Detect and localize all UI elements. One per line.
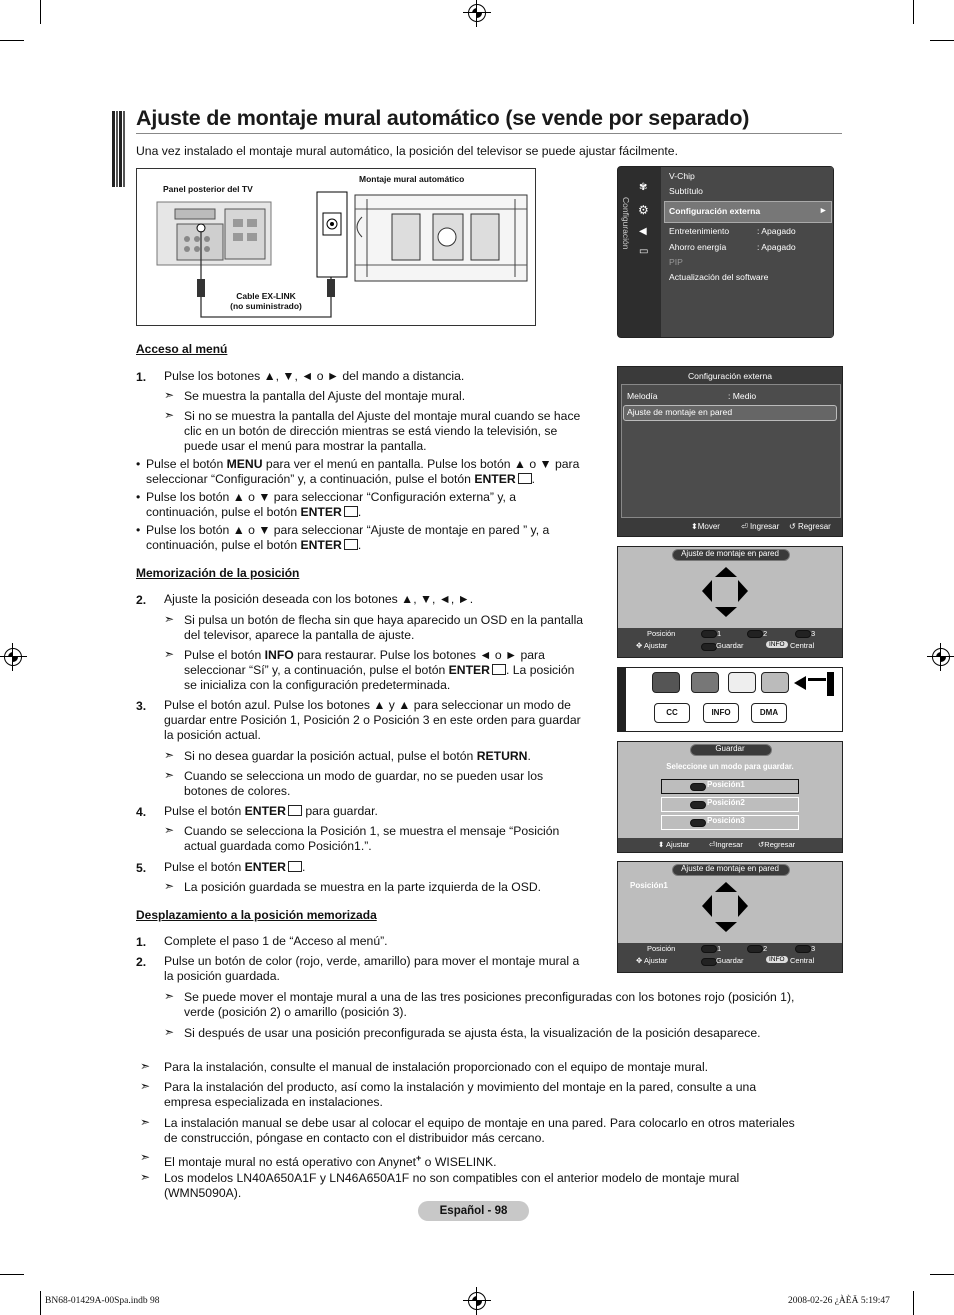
arrow-right-icon[interactable] — [738, 580, 748, 602]
updown-icon: ⬍ — [658, 840, 665, 849]
arrow-up-icon[interactable] — [715, 882, 737, 892]
crop-mark — [913, 1291, 914, 1315]
return-icon: ↺ — [789, 522, 798, 531]
red-button-icon — [701, 945, 717, 953]
step-number: 2. — [136, 593, 147, 607]
osd2-melodia-label[interactable]: Melodía — [627, 391, 658, 401]
text: para ver el menú en pantalla. Pulse los botón ▲ o ▼ para — [262, 457, 580, 471]
note-arrow-icon: ➣ — [140, 1150, 151, 1164]
note-arrow-icon: ➣ — [140, 1115, 151, 1129]
osd-wall-mount-position — [617, 861, 843, 973]
osd-side-label: Configuración — [621, 197, 631, 250]
yellow-button-icon — [795, 945, 811, 953]
step-number: 2. — [136, 955, 147, 969]
text: Si pulsa un botón de flecha sin que haya aparecido un OSD en la pantalla — [184, 613, 584, 627]
registration-mark-icon — [468, 4, 486, 22]
title-bar-decoration — [112, 111, 126, 187]
arrow-left-icon[interactable] — [702, 895, 712, 917]
osd4-regresar — [758, 840, 795, 849]
blue-button-icon — [701, 958, 717, 966]
osd3-posicion-label: Posición — [647, 629, 676, 638]
pointer-arrow-icon — [794, 676, 806, 690]
green-button-icon — [690, 801, 706, 809]
title-rule — [136, 133, 842, 134]
memo-note-3a — [184, 749, 531, 764]
section-heading-desplazamiento: Desplazamiento a la posición memorizada — [136, 908, 377, 922]
arrow-right-icon[interactable] — [738, 895, 748, 917]
enter-icon: ⏎ — [709, 840, 716, 849]
osd5-header: Ajuste de montaje en pared — [681, 864, 779, 873]
osd4-regresar-label: Regresar — [764, 840, 796, 849]
menu-keyword: MENU — [226, 457, 263, 471]
crop-mark — [40, 1291, 41, 1315]
picture-icon: ✾ — [639, 182, 648, 193]
mount-label: Montaje mural automático — [359, 174, 465, 184]
general-note-2 — [164, 1080, 756, 1110]
text: seleccionar “Sí” y, a continuación, pulse el botón — [184, 663, 449, 677]
text: guardar entre Posición 1, Posición 2 o Posición 3 en este orden para guardar — [164, 713, 581, 727]
enter-icon — [344, 539, 358, 550]
arrow-down-icon[interactable] — [715, 922, 737, 932]
note-arrow-icon: ➣ — [164, 748, 175, 762]
enter-keyword: ENTER — [244, 804, 286, 818]
note-arrow-icon: ➣ — [164, 388, 175, 402]
osd2-ajuste-label[interactable]: Ajuste de montaje en pared — [627, 407, 733, 417]
crop-mark — [0, 1274, 24, 1275]
text: la posición guardada. — [164, 969, 280, 983]
text: de construcción, póngase en contacto con el distribuidor más cercano. — [164, 1131, 545, 1145]
osd2-move-label: Mover — [697, 522, 720, 531]
acceso-note-b-line2: clic en un botón de dirección mientras se está viendo la televisión, se — [184, 424, 558, 438]
page-title: Ajuste de montaje mural automático (se vende por separado) — [136, 106, 750, 130]
plus-superscript: + — [416, 1153, 422, 1163]
note-arrow-icon: ➣ — [164, 989, 175, 1003]
text: Pulse el botón — [146, 457, 227, 471]
enter-icon: ⏎ — [741, 522, 750, 531]
osd2-enter-label: Ingresar — [749, 522, 780, 531]
note-arrow-icon: ➣ — [164, 408, 175, 422]
text: seleccionar “Configuración” y, a continuación, pulse el botón — [146, 472, 475, 486]
text: del televisor, aparece la pantalla de ajuste. — [184, 628, 415, 642]
yellow-button-icon — [795, 630, 811, 638]
enter-icon — [344, 506, 358, 517]
text: Pulse el botón — [184, 648, 265, 662]
osd4-opt2-label: Posición2 — [707, 798, 745, 807]
text: Pulse el botón — [164, 860, 245, 874]
osd5-posicion-label: Posición — [647, 944, 676, 953]
osd3-guardar[interactable]: Guardar — [716, 641, 744, 650]
text: para guardar. — [301, 804, 378, 818]
osd5-central[interactable]: Central — [790, 956, 815, 965]
note-arrow-icon: ➣ — [164, 768, 175, 782]
updown-icon: ⬍ — [691, 522, 698, 531]
osd-item-pip: PIP — [669, 257, 683, 267]
info-button-icon: INFO — [766, 641, 788, 648]
text: continuación, pulse el botón — [146, 538, 301, 552]
osd4-ingresar — [709, 840, 743, 849]
osd-save — [617, 741, 843, 853]
connection-diagram — [136, 168, 536, 326]
text: Cuando se selecciona un modo de guardar, no se pueden usar los — [184, 769, 544, 783]
memo-step3 — [164, 698, 581, 743]
memo-step4 — [164, 804, 378, 819]
crop-mark — [40, 0, 41, 24]
memo-note-2a — [184, 613, 583, 643]
osd3-pos3[interactable]: 3 — [811, 629, 816, 638]
text: Pulse un botón de color (rojo, verde, amarillo) para mover el montaje mural a — [164, 954, 580, 968]
osd-item-ahorro[interactable]: Ahorro energía — [669, 242, 727, 252]
panel-label: Panel posterior del TV — [163, 184, 253, 194]
text: Cuando se selecciona la Posición 1, se muestra el mensaje “Posición — [184, 824, 560, 838]
osd4-opt3-label: Posición3 — [707, 816, 745, 825]
info-button[interactable]: INFO — [703, 703, 739, 723]
osd4-prompt: Seleccione un modo para guardar. — [666, 762, 794, 771]
memo-step2: Ajuste la posición deseada con los botones ▲, ▼, ◄, ►. — [164, 592, 474, 606]
osd5-pos3[interactable]: 3 — [811, 944, 816, 953]
acceso-note-a: Se muestra la pantalla del Ajuste del montaje mural. — [184, 389, 466, 403]
osd2-footer-move — [691, 522, 720, 531]
osd3-ajustar — [636, 641, 667, 650]
intro-text: Una vez instalado el montaje mural automático, la posición del televisor se puede ajustar fácilmente. — [136, 144, 678, 158]
info-keyword: INFO — [264, 648, 294, 662]
section-heading-acceso: Acceso al menú — [136, 342, 228, 356]
text: Para la instalación del producto, así como la instalación y movimiento del montaje en la pared, consulte a una — [164, 1080, 757, 1094]
registration-mark-icon — [932, 648, 950, 666]
move-icon: ✥ — [636, 956, 643, 965]
text: El montaje mural no está operativo con Anynet — [164, 1155, 417, 1170]
input-icon: ▭ — [639, 246, 649, 257]
general-note-1: Para la instalación, consulte el manual de instalación proporcionado con el equipo de montaje mural. — [164, 1060, 709, 1074]
move-icon: ✥ — [636, 641, 643, 650]
despl-step1: Complete el paso 1 de “Acceso al menú”. — [164, 934, 388, 948]
general-note-5 — [164, 1171, 739, 1201]
acceso-bullet-3: Pulse los botón ▲ o ▼ para seleccionar “Ajuste de montaje en pared ” y, a continuación, pulse el botón ENTER . — [146, 523, 550, 552]
osd5-pos1[interactable]: 1 — [717, 944, 722, 953]
red-button-icon — [690, 783, 706, 791]
crop-mark — [930, 1274, 954, 1275]
yellow-button-icon — [690, 819, 706, 827]
text: Pulse el botón azul. Pulse los botones ▲ y ▲ para seleccionar un modo de — [164, 698, 571, 712]
step-number: 5. — [136, 861, 147, 875]
enter-icon — [492, 664, 506, 675]
osd4-ingresar-label: Ingresar — [715, 840, 743, 849]
osd5-current-position: Posición1 — [630, 881, 668, 890]
acceso-bullet-1: Pulse el botón MENU para ver el menú en pantalla. Pulse los botón ▲ o ▼ para seleccionar “Configuración” y, a continuación, pulse el botón ENTER . — [146, 457, 580, 486]
gear-icon: ⚙ — [638, 203, 649, 217]
acceso-note-b-line1: Si no se muestra la pantalla del Ajuste del montaje mural cuando se hace — [184, 409, 581, 423]
osd4-ajustar — [658, 840, 689, 849]
enter-icon — [288, 805, 302, 816]
step-number: 3. — [136, 699, 147, 713]
osd3-pos2[interactable]: 2 — [763, 629, 768, 638]
osd2-melodia-value: : Medio — [728, 391, 757, 401]
arrow-left-icon[interactable] — [702, 580, 712, 602]
osd-item-configuracion-externa[interactable]: Configuración externa — [669, 206, 761, 216]
registration-mark-icon — [468, 1292, 486, 1310]
acceso-bullet-2: Pulse los botón ▲ o ▼ para seleccionar “Configuración externa” y, a continuación, pulse el botón ENTER . — [146, 490, 517, 519]
blue-button-icon — [701, 643, 717, 651]
step-number: 1. — [136, 370, 147, 384]
arrow-up-icon[interactable] — [715, 567, 737, 577]
text: Los modelos LN40A650A1F y LN46A650A1F no son compatibles con el anterior modelo de montaje mural — [164, 1171, 740, 1185]
osd2-footer-enter — [741, 522, 779, 531]
osd2-header: Configuración externa — [687, 371, 773, 381]
green-button-icon — [747, 945, 763, 953]
bullet: • — [136, 523, 141, 537]
osd5-ajustar-label: Ajustar — [643, 956, 668, 965]
step-number: 1. — [136, 935, 147, 949]
text: o WISELINK. — [421, 1155, 497, 1170]
note-arrow-icon: ➣ — [164, 1025, 175, 1039]
text: actual guardada como Posición1.”. — [184, 839, 372, 853]
return-icon: ↺ — [758, 840, 765, 849]
bullet: • — [136, 490, 141, 504]
osd-item-actualizacion[interactable]: Actualización del software — [669, 272, 769, 282]
osd-value-entretenimiento: : Apagado — [757, 226, 796, 236]
osd4-ajustar-label: Ajustar — [665, 840, 690, 849]
osd4-header: Guardar — [715, 744, 745, 753]
sound-icon: ◀ — [639, 226, 647, 237]
note-arrow-icon: ➣ — [164, 879, 175, 893]
text: Se puede mover el montaje mural a una de las tres posiciones preconfiguradas con los botones rojo (posición 1), — [184, 990, 795, 1004]
bullet: • — [136, 457, 141, 471]
osd-item-vchip[interactable]: V-Chip — [669, 171, 695, 181]
enter-keyword: ENTER — [474, 472, 516, 486]
text: Pulse el botón — [164, 804, 245, 818]
text: botones de colores. — [184, 784, 291, 798]
acceso-note-b-line3: puede usar el menú para mostrar la pantalla. — [184, 439, 427, 453]
enter-keyword: ENTER — [244, 860, 286, 874]
print-meta-left: BN68-01429A-00Spa.indb 98 — [45, 1296, 160, 1306]
osd-item-entretenimiento[interactable]: Entretenimiento — [669, 226, 730, 236]
text: Pulse los botón ▲ o ▼ para seleccionar “Configuración externa” y, a — [146, 490, 517, 504]
osd5-guardar[interactable]: Guardar — [716, 956, 744, 965]
arrow-down-icon[interactable] — [715, 607, 737, 617]
osd-wall-mount-adjust — [617, 546, 843, 658]
remote-closeup — [617, 667, 843, 732]
memo-note-4 — [184, 824, 559, 854]
general-note-3 — [164, 1116, 795, 1146]
step-number: 4. — [136, 805, 147, 819]
red-button[interactable] — [652, 672, 680, 693]
crop-mark — [913, 0, 914, 24]
acceso-note-b — [184, 409, 580, 454]
cable-label-line2: (no suministrado) — [230, 301, 302, 311]
cable-label-line1: Cable EX-LINK — [236, 291, 296, 301]
osd5-ajustar — [636, 956, 667, 965]
section-heading-memorizacion: Memorización de la posición — [136, 566, 300, 580]
text: La instalación manual se debe usar al colocar el equipo de montaje en una pared. Para colocarlo en otros materiales — [164, 1116, 795, 1130]
osd5-pos2[interactable]: 2 — [763, 944, 768, 953]
osd3-pos1[interactable]: 1 — [717, 629, 722, 638]
memo-note-2b — [184, 648, 574, 693]
dma-button[interactable]: DMA — [751, 703, 787, 723]
enter-keyword: ENTER — [300, 538, 342, 552]
print-meta-right: 2008-02-26 ¿ÀÈÄ 5:19:47 — [788, 1296, 890, 1306]
despl-note-b: Si después de usar una posición preconfigurada se ajusta ésta, la visualización de la posición desaparece. — [184, 1026, 761, 1040]
memo-note-5: La posición guardada se muestra en la parte izquierda de la OSD. — [184, 880, 542, 894]
osd2-return-label: Regresar — [797, 522, 831, 531]
crop-mark — [930, 40, 954, 41]
despl-note-a — [184, 990, 794, 1020]
text: la posición actual. — [164, 728, 261, 742]
osd-configuration-menu — [617, 166, 834, 338]
osd4-opt1-label: Posición1 — [707, 780, 745, 789]
registration-mark-icon — [4, 648, 22, 666]
enter-keyword: ENTER — [300, 505, 342, 519]
note-arrow-icon: ➣ — [140, 1059, 151, 1073]
enter-keyword: ENTER — [448, 663, 490, 677]
acceso-step1: Pulse los botones ▲, ▼, ◄ o ► del mando a distancia. — [164, 369, 465, 383]
note-arrow-icon: ➣ — [164, 823, 175, 837]
crop-mark — [0, 40, 24, 41]
memo-step5: Pulse el botón ENTER . — [164, 860, 306, 874]
osd3-ajustar-label: Ajustar — [643, 641, 668, 650]
diagram-illustration — [137, 169, 535, 325]
note-arrow-icon: ➣ — [164, 647, 175, 661]
osd-value-ahorro: : Apagado — [757, 242, 796, 252]
osd2-footer-return — [789, 522, 831, 531]
enter-icon — [518, 473, 532, 484]
enter-icon — [288, 861, 302, 872]
blue-button[interactable] — [761, 672, 789, 693]
text: continuación, pulse el botón — [146, 505, 301, 519]
osd-external-config — [617, 366, 843, 537]
text: para restaurar. Pulse los botones ◄ o ► para — [293, 648, 545, 662]
pointer-bar — [827, 672, 834, 696]
text: se inicializa con la configuración predeterminada. — [184, 678, 451, 692]
osd3-header: Ajuste de montaje en pared — [681, 549, 779, 558]
osd3-central[interactable]: Central — [790, 641, 815, 650]
text: empresa especializada en instalaciones. — [164, 1095, 383, 1109]
memo-note-3b — [184, 769, 543, 799]
chevron-right-icon: ► — [819, 205, 828, 215]
text: Pulse los botón ▲ o ▼ para seleccionar “Ajuste de montaje en pared ” y, a — [146, 523, 550, 537]
text: . — [527, 749, 531, 763]
note-arrow-icon: ➣ — [164, 612, 175, 626]
text: verde (posición 2) o amarillo (posición 3). — [184, 1005, 407, 1019]
text: (WMN5090A). — [164, 1186, 242, 1200]
osd-item-subtitulo[interactable]: Subtítulo — [669, 186, 703, 196]
remote-edge — [618, 668, 626, 731]
text: . La posición — [505, 663, 575, 677]
pointer-line — [808, 678, 826, 681]
general-note-4 — [164, 1151, 496, 1170]
return-keyword: RETURN — [476, 749, 528, 763]
text: Si no desea guardar la posición actual, pulse el botón — [184, 749, 477, 763]
despl-step2 — [164, 954, 579, 984]
page-number: Español - 98 — [418, 1201, 529, 1221]
green-button[interactable] — [691, 672, 719, 693]
yellow-button[interactable] — [728, 672, 756, 693]
green-button-icon — [747, 630, 763, 638]
info-button-icon: INFO — [766, 956, 788, 963]
note-arrow-icon: ➣ — [140, 1079, 151, 1093]
red-button-icon — [701, 630, 717, 638]
cc-button[interactable]: CC — [654, 703, 690, 723]
note-arrow-icon: ➣ — [140, 1170, 151, 1184]
